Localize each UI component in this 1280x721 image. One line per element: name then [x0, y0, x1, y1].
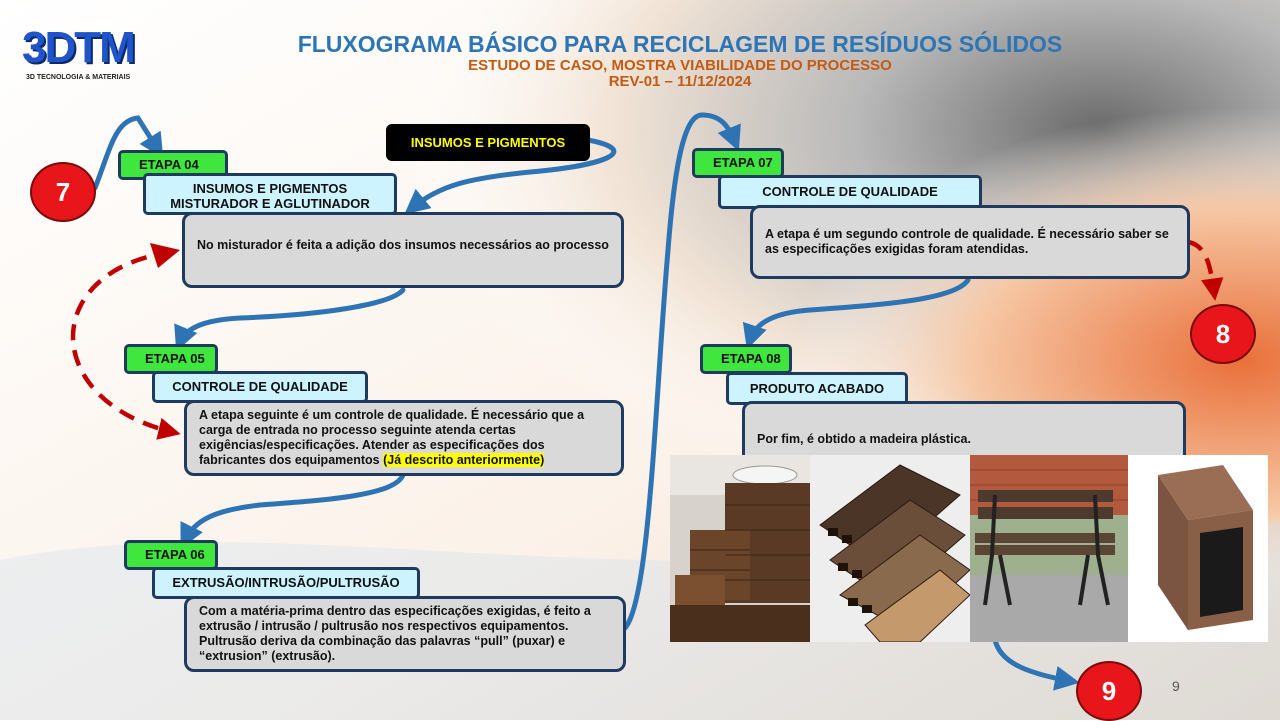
step-05-description: [184, 400, 624, 476]
connector-7: 7: [30, 162, 96, 222]
dashed-loop-arrow: [73, 252, 172, 432]
step-05-description-highlight: (Já descrito anteriormente): [383, 453, 545, 467]
page-number: 9: [1172, 678, 1180, 694]
page-subtitle: ESTUDO DE CASO, MOSTRA VIABILIDADE DO PROCESSO: [468, 57, 892, 74]
product-photo-bathtub-steps: [670, 455, 810, 642]
logo-mark: 3DTM: [22, 23, 134, 72]
arrow-products-to-9: [995, 640, 1070, 681]
step-07-label: CONTROLE DE QUALIDADE: [718, 175, 982, 209]
step-04-label: [143, 173, 397, 215]
step-06-tag: ETAPA 06: [124, 540, 218, 570]
step-08-description: Por fim, é obtido a madeira plástica.: [742, 401, 1186, 501]
step-07-tag: ETAPA 07: [692, 148, 784, 178]
step-05-label: CONTROLE DE QUALIDADE: [152, 371, 368, 403]
dashed-loop-start-arrowhead: [150, 243, 180, 268]
step-04-label-line1: INSUMOS E PIGMENTOS: [192, 181, 348, 196]
connector-8: 8: [1190, 304, 1256, 364]
page-title: FLUXOGRAMA BÁSICO PARA RECICLAGEM DE RESÍDUOS SÓLIDOS: [297, 31, 1063, 57]
product-photo-deck-boards: [810, 455, 970, 642]
step-05-tag: ETAPA 05: [124, 344, 218, 374]
product-photo-hollow-profile: [1128, 455, 1268, 642]
inputs-pigments-box: INSUMOS E PIGMENTOS: [386, 124, 590, 161]
dashed-arrow-to-8: [1188, 242, 1214, 292]
arrow-etapa04-to-etapa05: [180, 290, 403, 342]
arrow-etapa07-to-etapa08: [750, 280, 968, 340]
logo-tagline: 3D TECNOLOGIA & MATERIAIS: [26, 74, 131, 81]
revision-date: REV-01 – 11/12/2024: [608, 73, 752, 90]
step-04-label-line2: MISTURADOR E AGLUTINADOR: [170, 196, 370, 211]
connector-9: 9: [1076, 661, 1142, 721]
step-08-label: PRODUTO ACABADO: [726, 372, 908, 405]
step-04-description: No misturador é feita a adição dos insumos necessários ao processo: [182, 212, 624, 288]
step-04-tag: ETAPA 04: [118, 150, 228, 180]
step-08-tag: ETAPA 08: [700, 344, 792, 374]
step-06-description: Com a matéria-prima dentro das especificações exigidas, é feito a extrusão / intrusão / pultrusão nos respectivos equipamentos. Pultrusão deriva da combinação das palavras “pull” (puxar) e “extrusion” (extrusão).: [184, 596, 626, 672]
arrow-etapa05-to-etapa06: [185, 475, 403, 540]
step-07-description: A etapa é um segundo controle de qualidade. É necessário saber se as especificações exigidas foram atendidas.: [750, 205, 1190, 279]
step-05-description-text: A etapa seguinte é um controle de qualidade. É necessário que a carga de entrada no processo seguinte atenda certas exigências/especificações. Atender as especificações dos fabricantes dos equipamentos: [199, 408, 585, 467]
product-photo-bench: [970, 455, 1128, 642]
step-06-label: EXTRUSÃO/INTRUSÃO/PULTRUSÃO: [152, 567, 420, 599]
